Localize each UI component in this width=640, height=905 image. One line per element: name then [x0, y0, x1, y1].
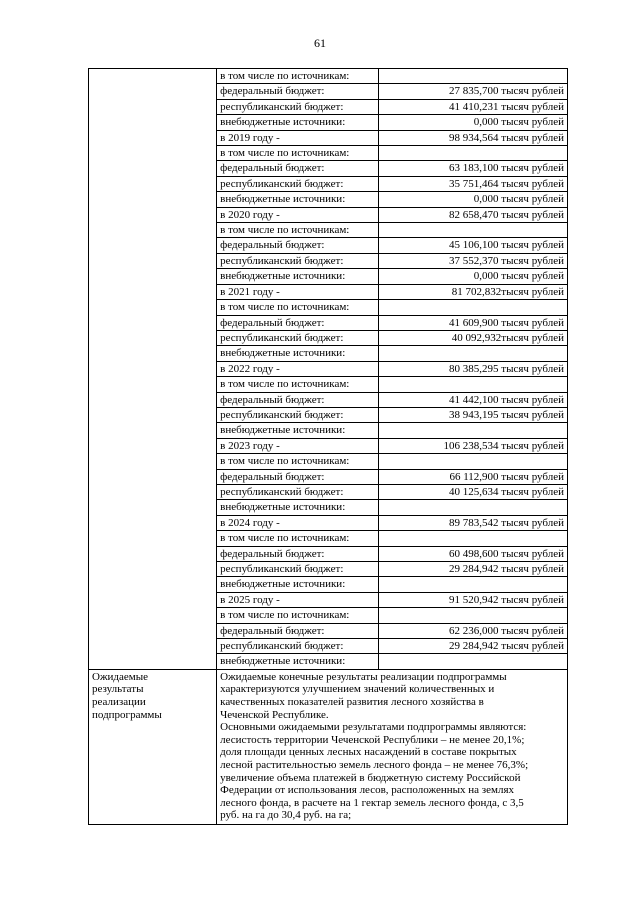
- results-text-line: лесистость территории Чеченской Республики – не менее 20,1%;: [220, 733, 525, 746]
- funding-source-label: республиканский бюджет:: [217, 176, 379, 191]
- funding-amount: [379, 500, 568, 515]
- funding-source-label: в 2021 году -: [217, 284, 379, 299]
- results-text-line: доля площади ценных лесных насаждений в составе покрытых: [220, 746, 517, 759]
- funding-amount: [379, 146, 568, 161]
- funding-amount: 38 943,195 тысяч рублей: [379, 407, 568, 422]
- funding-source-label: в том числе по источникам:: [217, 69, 379, 84]
- funding-amount: [379, 69, 568, 84]
- funding-amount: 62 236,000 тысяч рублей: [379, 623, 568, 638]
- funding-amount: [379, 423, 568, 438]
- funding-source-label: республиканский бюджет:: [217, 330, 379, 345]
- results-text-line: Основными ожидаемыми результатами подпрограммы являются:: [220, 721, 527, 734]
- results-row: [89, 669, 568, 824]
- funding-amount: 106 238,534 тысяч рублей: [379, 438, 568, 453]
- funding-source-label: федеральный бюджет:: [217, 315, 379, 330]
- funding-source-label: внебюджетные источники:: [217, 192, 379, 207]
- funding-amount: 98 934,564 тысяч рублей: [379, 130, 568, 145]
- results-text-line: характеризуются улучшением значений количественных и: [220, 683, 495, 696]
- funding-amount: 91 520,942 тысяч рублей: [379, 592, 568, 607]
- funding-amount: 81 702,832тысяч рублей: [379, 284, 568, 299]
- results-text-line: Ожидаемые конечные результаты реализации подпрограммы: [220, 670, 507, 683]
- funding-amount: 80 385,295 тысяч рублей: [379, 361, 568, 376]
- funding-amount: 29 284,942 тысяч рублей: [379, 639, 568, 654]
- results-text-line: лесной растительностью земель лесного фонда – не менее 76,3%;: [220, 759, 529, 771]
- funding-amount: 27 835,700 тысяч рублей: [379, 84, 568, 99]
- funding-source-label: республиканский бюджет:: [217, 99, 379, 114]
- funding-amount: 89 783,542 тысяч рублей: [379, 515, 568, 530]
- funding-source-label: в 2024 году -: [217, 515, 379, 530]
- results-text-line: увеличение объема платежей в бюджетную систему Российской: [220, 771, 521, 784]
- funding-source-label: в том числе по источникам:: [217, 146, 379, 161]
- results-label: [89, 669, 217, 824]
- funding-amount: [379, 346, 568, 361]
- funding-amount: 0,000 тысяч рублей: [379, 269, 568, 284]
- funding-amount: 45 106,100 тысяч рублей: [379, 238, 568, 253]
- results-label-line: результаты: [92, 683, 144, 696]
- funding-source-label: республиканский бюджет:: [217, 484, 379, 499]
- results-label-line: Ожидаемые: [92, 670, 149, 683]
- funding-source-label: внебюджетные источники:: [217, 654, 379, 669]
- funding-amount: 60 498,600 тысяч рублей: [379, 546, 568, 561]
- funding-source-label: в 2020 году -: [217, 207, 379, 222]
- funding-amount: [379, 454, 568, 469]
- funding-source-label: федеральный бюджет:: [217, 546, 379, 561]
- funding-amount: 37 552,370 тысяч рублей: [379, 253, 568, 268]
- results-text-line: качественных показателей развития лесного хозяйства в: [220, 696, 484, 709]
- funding-source-label: внебюджетные источники:: [217, 115, 379, 130]
- funding-source-label: в том числе по источникам:: [217, 300, 379, 315]
- results-text-line: руб. на га до 30,4 руб. на га;: [220, 809, 352, 822]
- funding-source-label: в 2023 году -: [217, 438, 379, 453]
- funding-source-label: федеральный бюджет:: [217, 392, 379, 407]
- results-text-line: Федерации от использования лесов, расположенных на землях: [220, 784, 515, 797]
- funding-amount: 66 112,900 тысяч рублей: [379, 469, 568, 484]
- funding-amount: 0,000 тысяч рублей: [379, 192, 568, 207]
- funding-label-cell: [89, 69, 217, 670]
- funding-amount: 41 442,100 тысяч рублей: [379, 392, 568, 407]
- funding-source-label: федеральный бюджет:: [217, 161, 379, 176]
- results-text-line: лесного фонда, в расчете на 1 гектар земель лесного фонда, с 3,5: [220, 796, 524, 809]
- funding-source-label: республиканский бюджет:: [217, 253, 379, 268]
- funding-source-label: в том числе по источникам:: [217, 377, 379, 392]
- funding-amount: [379, 377, 568, 392]
- funding-amount: [379, 223, 568, 238]
- funding-amount: [379, 577, 568, 592]
- funding-amount: 0,000 тысяч рублей: [379, 115, 568, 130]
- program-table: [88, 68, 568, 825]
- results-label-line: подпрограммы: [92, 708, 162, 721]
- funding-source-label: республиканский бюджет:: [217, 562, 379, 577]
- funding-source-label: федеральный бюджет:: [217, 84, 379, 99]
- funding-amount: [379, 531, 568, 546]
- page-number: 61: [314, 36, 326, 50]
- funding-amount: 41 609,900 тысяч рублей: [379, 315, 568, 330]
- funding-row: [89, 69, 568, 84]
- funding-source-label: внебюджетные источники:: [217, 346, 379, 361]
- results-text: [217, 669, 568, 824]
- funding-source-label: внебюджетные источники:: [217, 423, 379, 438]
- funding-amount: 40 125,634 тысяч рублей: [379, 484, 568, 499]
- funding-amount: [379, 654, 568, 669]
- funding-amount: 63 183,100 тысяч рублей: [379, 161, 568, 176]
- funding-amount: [379, 300, 568, 315]
- results-label-line: реализации: [92, 696, 146, 709]
- funding-source-label: в том числе по источникам:: [217, 454, 379, 469]
- table-body: [89, 69, 568, 825]
- funding-amount: 35 751,464 тысяч рублей: [379, 176, 568, 191]
- funding-source-label: республиканский бюджет:: [217, 639, 379, 654]
- funding-source-label: республиканский бюджет:: [217, 407, 379, 422]
- funding-source-label: федеральный бюджет:: [217, 469, 379, 484]
- funding-amount: [379, 608, 568, 623]
- funding-amount: 40 092,932тысяч рублей: [379, 330, 568, 345]
- funding-amount: 41 410,231 тысяч рублей: [379, 99, 568, 114]
- funding-source-label: федеральный бюджет:: [217, 623, 379, 638]
- funding-source-label: федеральный бюджет:: [217, 238, 379, 253]
- funding-source-label: в 2022 году -: [217, 361, 379, 376]
- funding-source-label: внебюджетные источники:: [217, 577, 379, 592]
- funding-amount: 29 284,942 тысяч рублей: [379, 562, 568, 577]
- funding-source-label: внебюджетные источники:: [217, 269, 379, 284]
- funding-source-label: в том числе по источникам:: [217, 223, 379, 238]
- funding-source-label: в 2019 году -: [217, 130, 379, 145]
- funding-amount: 82 658,470 тысяч рублей: [379, 207, 568, 222]
- results-text-line: Чеченской Республике.: [220, 708, 329, 721]
- funding-source-label: в том числе по источникам:: [217, 531, 379, 546]
- funding-source-label: внебюджетные источники:: [217, 500, 379, 515]
- funding-source-label: в том числе по источникам:: [217, 608, 379, 623]
- funding-source-label: в 2025 году -: [217, 592, 379, 607]
